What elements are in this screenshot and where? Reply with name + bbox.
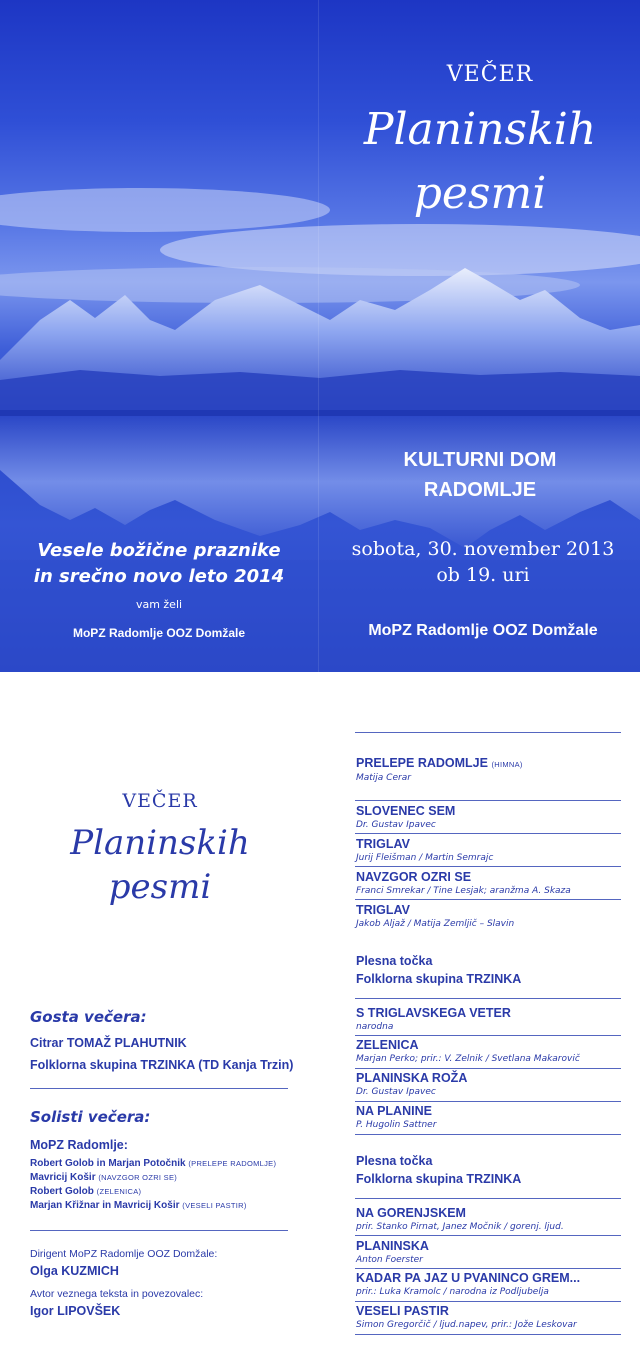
song-credits: Franci Smrekar / Tine Lesjak; aranžma A. Skaza — [356, 886, 571, 896]
dance-label: Plesna točka — [356, 1154, 433, 1168]
host-label: Avtor veznega teksta in povezovalec: — [30, 1288, 204, 1300]
host-name: Igor LIPOVŠEK — [30, 1304, 121, 1318]
song-title: PLANINSKA — [356, 1239, 429, 1253]
program-sheet — [0, 690, 640, 1365]
guest-line: Citrar TOMAŽ PLAHUTNIK — [30, 1036, 187, 1050]
guests-heading: Gosta večera: — [30, 1008, 147, 1026]
program-item — [356, 804, 626, 831]
divider — [355, 1235, 621, 1236]
venue-line1: KULTURNI DOM — [403, 449, 557, 471]
song-title: S TRIGLAVSKEGA VETER — [356, 1006, 511, 1020]
program-item — [356, 1038, 626, 1065]
program-item — [356, 837, 626, 864]
greeting-organizer: MoPZ Radomlje OOZ Domžale — [72, 626, 246, 640]
fold-line — [318, 0, 319, 672]
soloist-name: Marjan Křižnar in Mavricij Košir — [30, 1200, 180, 1211]
soloist-name: Mavricij Košir — [30, 1172, 96, 1183]
program-item — [356, 1239, 626, 1266]
soloist-name: Robert Golob — [30, 1186, 94, 1197]
song-credits: narodna — [356, 1022, 394, 1032]
soloist-song: (PRELEPE RADOMLJE) — [188, 1159, 277, 1168]
dance-group: Folklorna skupina TRZINKA — [356, 972, 522, 986]
program-item — [356, 903, 626, 930]
program-item — [356, 1206, 626, 1233]
divider — [355, 1101, 621, 1102]
song-credits: Matija Cerar — [356, 773, 411, 783]
dance-label: Plesna točka — [356, 954, 433, 968]
program-title-line1: Planinskih — [70, 823, 250, 863]
song-credits: Marjan Perko; prir.: V. Zelnik / Svetlana Makarovič — [356, 1054, 580, 1064]
divider — [355, 1301, 621, 1302]
greeting-sub: vam želi — [135, 598, 183, 611]
song-title: KADAR PA JAZ U PVANINCO GREM... — [356, 1271, 581, 1285]
divider — [355, 899, 621, 900]
song-title: ZELENICA — [356, 1038, 419, 1052]
song-credits: prir.: Luka Kramolc / narodna iz Podljubelja — [356, 1287, 549, 1297]
song-title: PLANINSKA ROŽA — [356, 1071, 468, 1085]
divider — [355, 732, 621, 733]
song-credits: Jakob Aljaž / Matija Zemljič – Slavin — [356, 919, 515, 929]
soloist-line — [30, 1186, 141, 1197]
song-title: SLOVENEC SEM — [356, 804, 456, 818]
divider — [355, 1134, 621, 1135]
song-credits: P. Hugolin Sattner — [356, 1120, 437, 1130]
soloist-song: (NAVZGOR OZRI SE) — [98, 1173, 178, 1182]
song-credits: prir. Stanko Pirnat, Janez Močnik / gorenj. ljud. — [356, 1222, 564, 1232]
program-item — [356, 1071, 626, 1098]
venue-line2: RADOMLJE — [423, 479, 537, 501]
divider — [355, 1198, 621, 1199]
dance-group: Folklorna skupina TRZINKA — [356, 1172, 522, 1186]
song-credits: Dr. Gustav Ipavec — [356, 820, 436, 830]
soloist-line — [30, 1158, 276, 1169]
song-title: NA GORENJSKEM — [356, 1206, 466, 1220]
soloists-heading: Solisti večera: — [30, 1108, 151, 1126]
conductor-label: Dirigent MoPZ Radomlje OOZ Domžale: — [30, 1248, 218, 1260]
divider — [30, 1230, 288, 1231]
cover-panel — [0, 0, 640, 672]
divider — [355, 866, 621, 867]
program-title-line2: pesmi — [108, 867, 212, 907]
song-note: (HIMNA) — [491, 760, 523, 769]
divider — [355, 1035, 621, 1036]
program-item — [356, 870, 626, 897]
song-title: TRIGLAV — [356, 837, 410, 851]
cover-title-line1: Planinskih — [363, 104, 597, 155]
soloist-line — [30, 1200, 247, 1211]
soloists-group: MoPZ Radomlje: — [30, 1138, 128, 1152]
song-title: TRIGLAV — [356, 903, 410, 917]
song-credits: Simon Gregorčič / ljud.napev, prir.: Jože Leskovar — [356, 1320, 577, 1330]
song-title: NAVZGOR OZRI SE — [356, 870, 472, 884]
soloist-name: Robert Golob in Marjan Potočnik — [30, 1158, 186, 1169]
song-title: PRELEPE RADOMLJE — [356, 756, 488, 770]
program-item — [356, 1304, 626, 1331]
program-vecer: VEČER — [122, 790, 198, 812]
greeting-line2: in srečno novo leto 2014 — [33, 566, 285, 587]
divider — [355, 1334, 621, 1335]
divider — [355, 1068, 621, 1069]
guest-line: Folklorna skupina TRZINKA (TD Kanja Trzin) — [30, 1058, 294, 1072]
date-line: sobota, 30. november 2013 — [351, 538, 615, 560]
cover-title-line2: pesmi — [413, 168, 547, 219]
program-item — [356, 1006, 626, 1033]
program-item — [356, 1104, 626, 1131]
soloist-song: (ZELENICA) — [96, 1187, 142, 1196]
divider — [355, 1268, 621, 1269]
divider — [355, 833, 621, 834]
program-item — [356, 756, 626, 784]
song-credits: Jurij Fleišman / Martin Semrajc — [356, 853, 494, 863]
divider — [30, 1088, 288, 1089]
song-title: NA PLANINE — [356, 1104, 432, 1118]
soloist-line — [30, 1172, 177, 1183]
soloist-song: (VESELI PASTIR) — [182, 1201, 247, 1210]
song-credits: Anton Foerster — [356, 1255, 423, 1265]
time-line: ob 19. uri — [436, 564, 530, 586]
cover-vecer: VEČER — [446, 62, 534, 87]
conductor-name: Olga KUZMICH — [30, 1264, 119, 1278]
song-credits: Dr. Gustav Ipavec — [356, 1087, 436, 1097]
greeting-line1: Vesele božične praznike — [37, 540, 281, 561]
song-title: VESELI PASTIR — [356, 1304, 449, 1318]
organizer: MoPZ Radomlje OOZ Domžale — [368, 622, 598, 639]
program-item — [356, 1271, 626, 1298]
divider — [355, 998, 621, 999]
divider — [355, 800, 621, 801]
